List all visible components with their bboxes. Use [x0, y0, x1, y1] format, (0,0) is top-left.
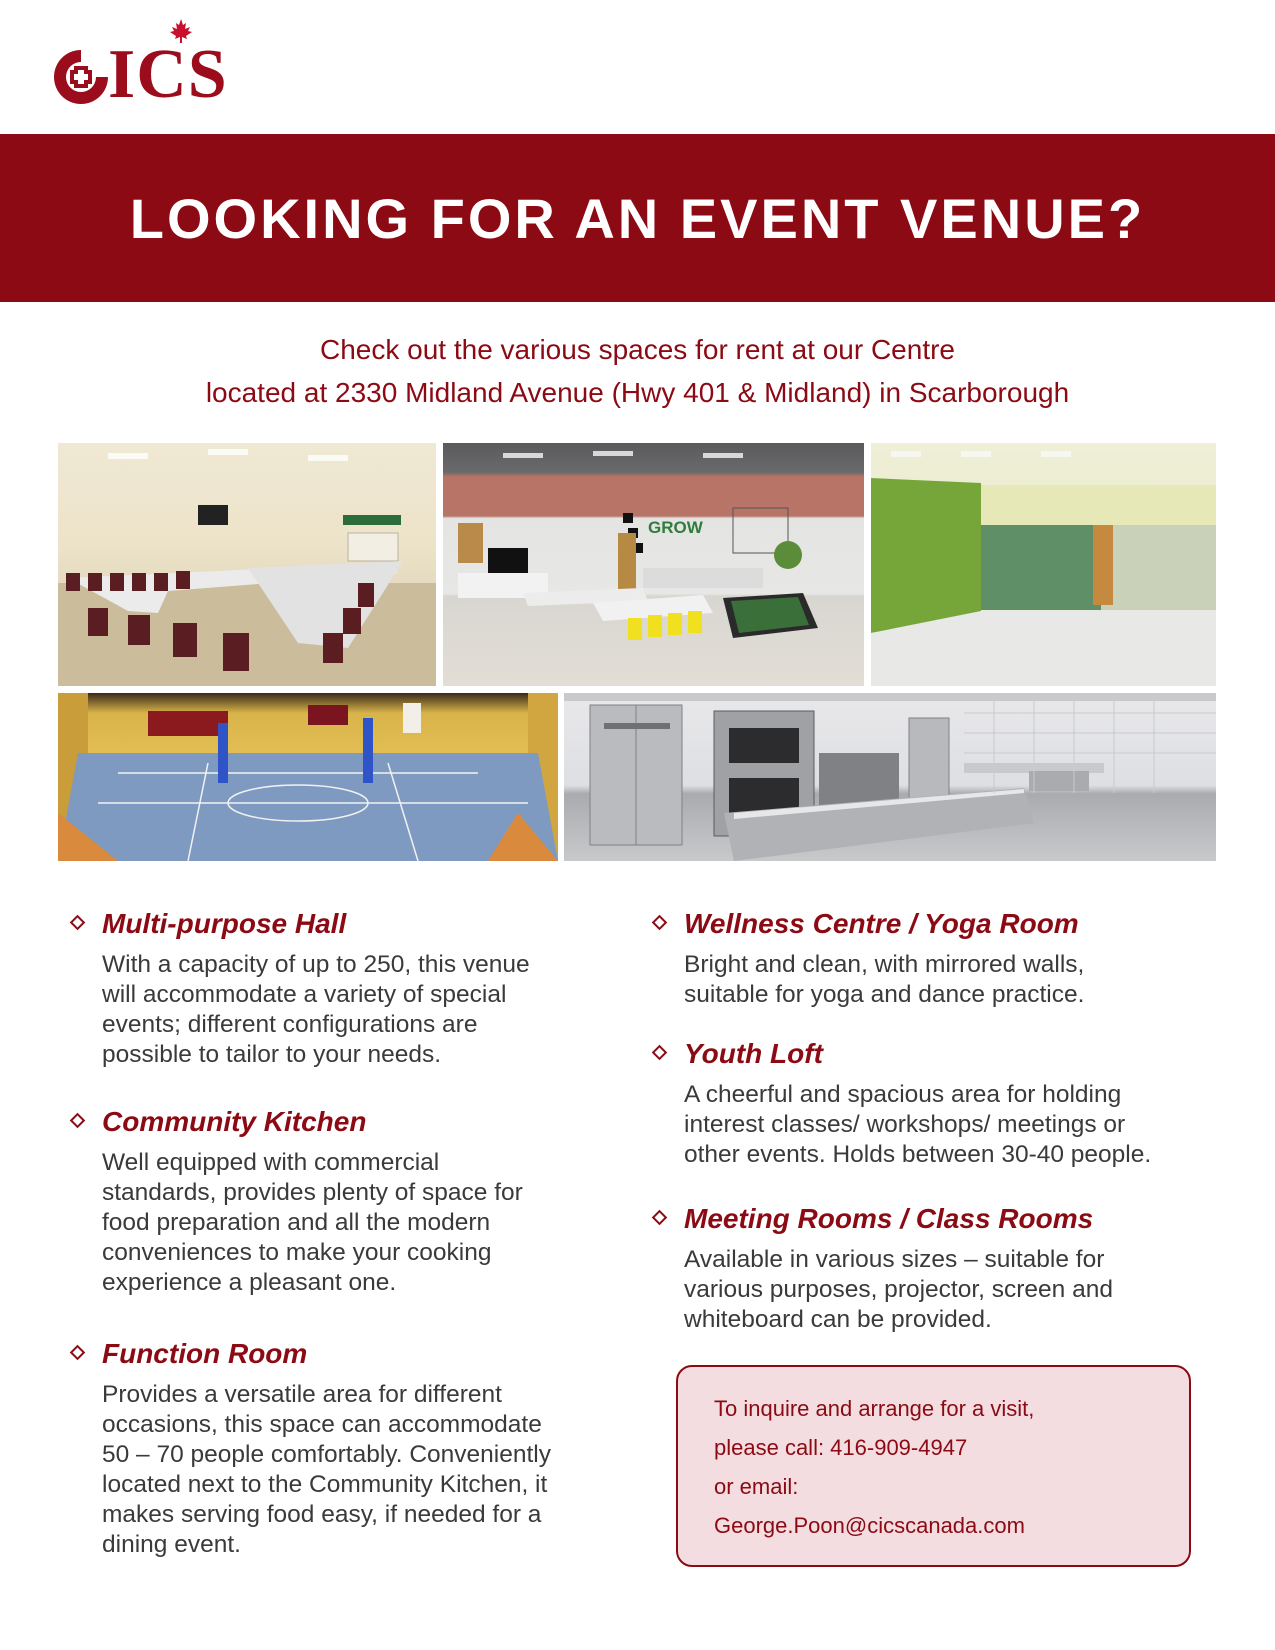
page-title: LOOKING FOR AN EVENT VENUE?	[129, 186, 1146, 250]
venue-heading	[652, 1037, 1232, 1071]
venue-function-room	[70, 1337, 630, 1560]
diamond-bullet-icon	[652, 1210, 668, 1226]
subtitle-line-1: Check out the various spaces for rent at our Centre	[320, 334, 955, 365]
venue-description-line: Available in various sizes – suitable for	[684, 1246, 1105, 1273]
venue-description	[652, 1080, 1232, 1170]
venue-description-line: possible to tailor to your needs.	[102, 1041, 442, 1068]
venue-heading	[652, 907, 1232, 941]
venue-description-line: occasions, this space can accommodate	[102, 1411, 542, 1438]
venue-heading-text: Youth Loft	[684, 1038, 823, 1069]
venue-description-line: located next to the Community Kitchen, it	[102, 1471, 548, 1498]
photo-youth-loft	[443, 443, 864, 686]
venue-heading	[652, 1202, 1232, 1236]
venue-description-line: standards, provides plenty of space for	[102, 1179, 523, 1206]
venue-description-line: 50 – 70 people comfortably. Conveniently	[102, 1441, 551, 1468]
subtitle	[0, 328, 1275, 414]
logo-wordmark: ICS	[108, 36, 228, 113]
venue-meeting-rooms	[652, 1202, 1232, 1335]
venue-description-line: Well equipped with commercial	[102, 1149, 440, 1176]
photo-gymnasium	[58, 693, 558, 861]
venue-description	[70, 950, 630, 1070]
grow-sign: GROW	[648, 518, 703, 537]
venue-heading-text: Multi-purpose Hall	[102, 908, 347, 939]
cics-logo	[50, 18, 270, 113]
venue-description-line: Provides a versatile area for different	[102, 1381, 502, 1408]
venue-heading	[70, 907, 630, 941]
photo-wellness-centre	[871, 443, 1216, 686]
venue-youth-loft	[652, 1037, 1232, 1170]
contact-box	[676, 1365, 1191, 1567]
venue-heading-text: Function Room	[102, 1338, 308, 1369]
venue-description-line: experience a pleasant one.	[102, 1269, 397, 1296]
venue-description-line: various purposes, projector, screen and	[684, 1276, 1113, 1303]
venue-heading	[70, 1337, 630, 1371]
venue-description	[70, 1380, 630, 1560]
venue-description-line: makes serving food easy, if needed for a	[102, 1501, 542, 1528]
title-banner	[0, 134, 1275, 302]
venue-description	[652, 1245, 1232, 1335]
venue-heading-text: Meeting Rooms / Class Rooms	[684, 1203, 1094, 1234]
venue-community-kitchen	[70, 1105, 630, 1298]
contact-phone[interactable]: please call: 416-909-4947	[714, 1435, 968, 1460]
venue-description-line: interest classes/ workshops/ meetings or	[684, 1111, 1126, 1138]
venue-description	[70, 1148, 630, 1298]
diamond-bullet-icon	[70, 1345, 86, 1361]
contact-intro: To inquire and arrange for a visit,	[714, 1396, 1035, 1421]
venue-multipurpose-hall	[70, 907, 630, 1070]
venue-description-line: suitable for yoga and dance practice.	[684, 981, 1085, 1008]
venue-description-line: will accommodate a variety of special	[102, 981, 507, 1008]
diamond-bullet-icon	[652, 1045, 668, 1061]
venue-description	[652, 950, 1232, 1010]
venue-description-line: food preparation and all the modern	[102, 1209, 491, 1236]
cross-icon	[50, 46, 112, 108]
diamond-bullet-icon	[652, 915, 668, 931]
diamond-bullet-icon	[70, 1113, 86, 1129]
venue-description-line: Bright and clean, with mirrored walls,	[684, 951, 1085, 978]
contact-email-link[interactable]: George.Poon@cicscanada.com	[714, 1513, 1025, 1538]
venue-heading-text: Wellness Centre / Yoga Room	[684, 908, 1079, 939]
diamond-bullet-icon	[70, 915, 86, 931]
photo-community-kitchen	[564, 693, 1216, 861]
venue-description-line: conveniences to make your cooking	[102, 1239, 492, 1266]
venue-wellness-centre	[652, 907, 1232, 1010]
venue-description-line: With a capacity of up to 250, this venue	[102, 951, 530, 978]
venue-heading	[70, 1105, 630, 1139]
contact-email-label: or email:	[714, 1474, 799, 1499]
venue-description-line: other events. Holds between 30-40 people.	[684, 1141, 1152, 1168]
photo-multipurpose-room	[58, 443, 436, 686]
venue-description-line: dining event.	[102, 1531, 241, 1558]
venue-heading-text: Community Kitchen	[102, 1106, 367, 1137]
venue-description-line: whiteboard can be provided.	[684, 1306, 992, 1333]
venue-description-line: A cheerful and spacious area for holding	[684, 1081, 1122, 1108]
venue-description-line: events; different configurations are	[102, 1011, 478, 1038]
subtitle-line-2: located at 2330 Midland Avenue (Hwy 401 & Midland) in Scarborough	[205, 377, 1070, 408]
